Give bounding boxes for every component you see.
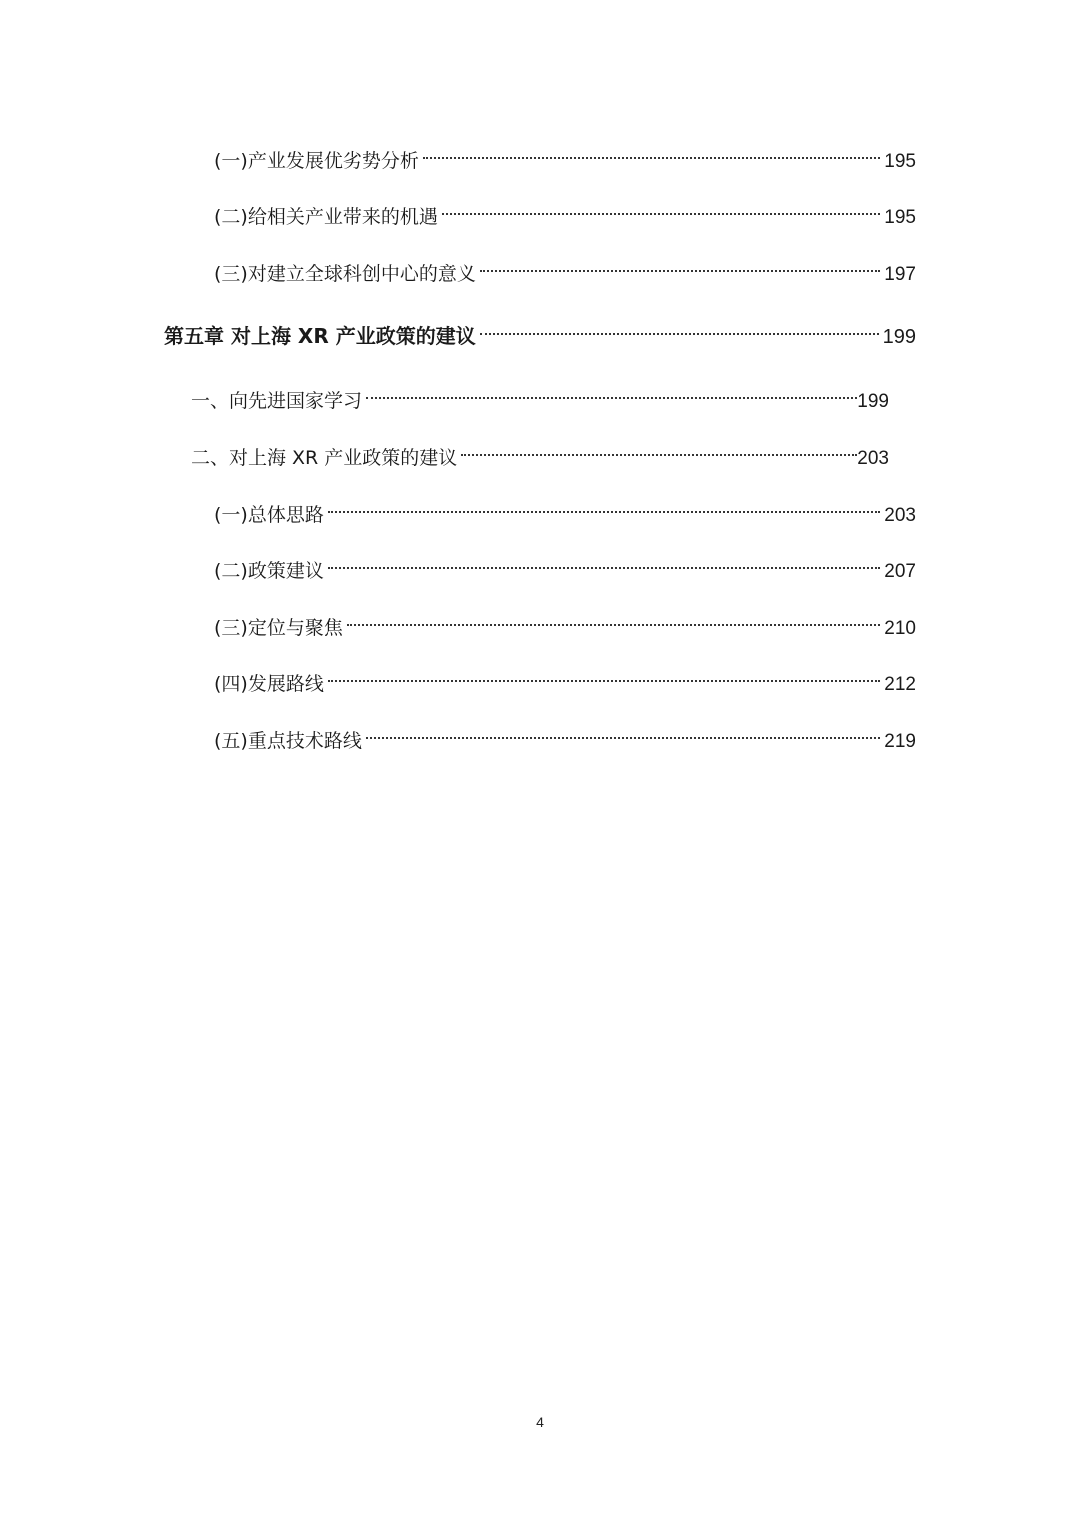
toc-entry[interactable] [214, 252, 916, 289]
toc-entry-label: (二)给相关产业带来的机遇 [214, 206, 438, 228]
toc-dot-leader [423, 139, 880, 167]
toc-entry-page: 207 [884, 561, 916, 582]
toc-dot-leader [442, 195, 880, 223]
toc-entry[interactable] [214, 139, 916, 176]
toc-chapter-entry[interactable] [164, 315, 916, 351]
toc-entry[interactable] [214, 493, 916, 530]
toc-entry-page: 210 [884, 618, 916, 639]
toc-entry-page: 197 [884, 264, 916, 285]
toc-entry[interactable] [214, 549, 916, 586]
toc-entry-page: 203 [884, 505, 916, 526]
toc-entry[interactable] [214, 606, 916, 643]
toc-section-entry[interactable] [191, 379, 889, 416]
toc-entry-label: 第五章 对上海 XR 产业政策的建议 [164, 324, 476, 348]
toc-entry[interactable] [214, 662, 916, 699]
toc-entry-label: (一)总体思路 [214, 504, 324, 526]
toc-entry-label: (三)对建立全球科创中心的意义 [214, 263, 476, 285]
toc-entry-label: (四)发展路线 [214, 673, 324, 695]
toc-section-entry[interactable] [191, 436, 889, 473]
toc-dot-leader [480, 315, 879, 343]
toc-dot-leader [366, 379, 857, 407]
toc-entry-label: (五)重点技术路线 [214, 730, 362, 752]
toc-entry[interactable] [214, 195, 916, 232]
toc-entry-page: 199 [857, 391, 889, 412]
toc-entry-label: (一)产业发展优劣势分析 [214, 150, 419, 172]
toc-dot-leader [347, 606, 880, 634]
toc-entry-label: 一、向先进国家学习 [191, 390, 363, 412]
toc-entry-page: 199 [882, 326, 916, 348]
toc-dot-leader [480, 252, 880, 280]
toc-entry-page: 203 [857, 448, 889, 469]
toc-dot-leader [461, 436, 857, 464]
toc-entry-page: 212 [884, 674, 916, 695]
toc-entry-label: (三)定位与聚焦 [214, 617, 343, 639]
toc-entry[interactable] [214, 719, 916, 756]
toc-entry-page: 195 [884, 151, 916, 172]
toc-dot-leader [366, 719, 880, 747]
toc-entry-label: (二)政策建议 [214, 560, 324, 582]
toc-entry-page: 219 [884, 731, 916, 752]
toc-entry-label: 二、对上海 XR 产业政策的建议 [191, 447, 458, 469]
page-number: 4 [536, 1414, 544, 1430]
toc-entry-page: 195 [884, 207, 916, 228]
toc-dot-leader [328, 549, 880, 577]
toc-dot-leader [328, 662, 880, 690]
toc-dot-leader [328, 493, 880, 521]
